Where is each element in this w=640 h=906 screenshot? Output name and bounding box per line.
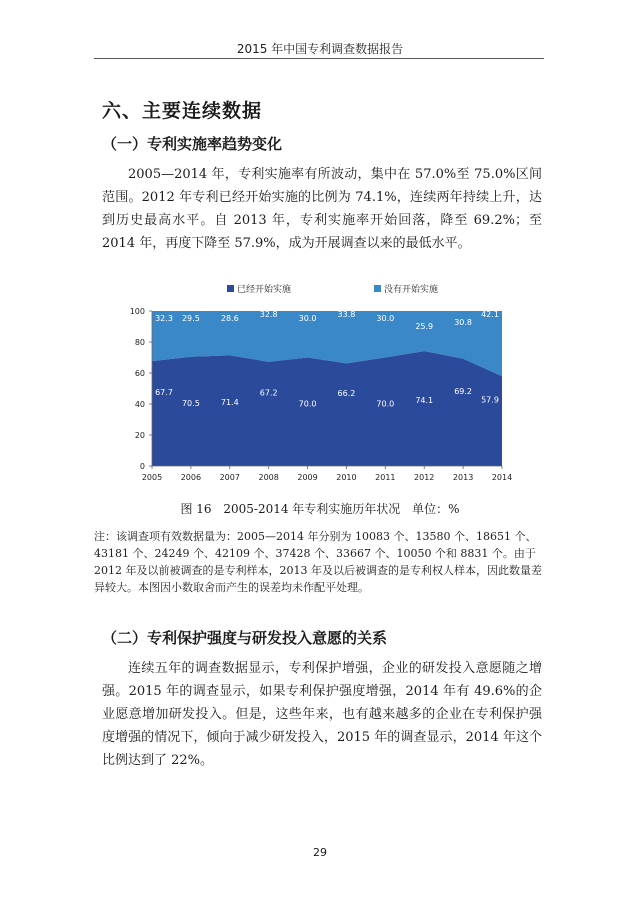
legend-label: 已经开始实施 <box>237 285 292 295</box>
implementation-rate-chart <box>102 278 542 493</box>
legend-swatch <box>227 285 234 292</box>
data-label-not-implemented: 42.1 <box>481 310 499 319</box>
data-label-not-implemented: 25.9 <box>415 322 434 331</box>
figure-unit: 单位：% <box>412 502 460 516</box>
x-tick-label: 2008 <box>258 473 279 482</box>
y-tick-label: 20 <box>134 431 145 440</box>
subsection-title-1: （一）专利实施率趋势变化 <box>102 135 283 153</box>
y-tick-label: 0 <box>139 462 145 471</box>
x-tick-label: 2009 <box>297 473 318 482</box>
paragraph-implementation-rate <box>102 163 542 255</box>
legend-swatch <box>374 285 381 292</box>
data-label-not-implemented: 29.5 <box>181 314 200 323</box>
data-label-implemented: 71.4 <box>220 398 239 408</box>
y-tick-label: 80 <box>134 338 145 347</box>
data-label-not-implemented: 32.8 <box>259 310 278 319</box>
paragraph-text: 连续五年的调查数据显示，专利保护增强，企业的研发投入意愿随之增强。2015 年的调查显示，如果专利保护强度增强，2014 年有 49.6%的企业愿意增加研发投入。但是，这些年来，也有越来越多的企业在专利保护强度增强的情况下，倾向于减少研发投入，2015 年的调查显示，2014 年这个比例达到了 22%。 <box>102 661 542 768</box>
page-header: 2015 年中国专利调查数据报告 <box>236 42 404 56</box>
header-rule <box>94 58 544 59</box>
data-label-not-implemented: 32.3 <box>155 314 173 323</box>
data-label-implemented: 70.0 <box>376 399 395 409</box>
section-title: 六、主要连续数据 <box>102 100 263 122</box>
area-implemented <box>152 351 502 466</box>
data-label-implemented: 67.7 <box>155 388 173 398</box>
page-number: 29 <box>313 846 327 859</box>
x-tick-label: 2007 <box>219 473 240 482</box>
x-tick-label: 2005 <box>141 473 163 482</box>
paragraph-text: 2005—2014 年，专利实施率有所波动，集中在 57.0%至 75.0%区间范围。2012 年专利已经开始实施的比例为 74.1%，连续两年持续上升，达到历史最高水平。自 2013 年，专利实施率开始回落，降至 69.2%；至 2014 年，再度下降至 57.9%，成为开展调查以来的最低水平。 <box>102 167 542 251</box>
data-label-implemented: 70.0 <box>298 399 317 409</box>
figure-number: 图 16 <box>180 502 212 516</box>
data-label-implemented: 66.2 <box>337 389 356 399</box>
x-tick-label: 2013 <box>452 473 474 482</box>
data-label-implemented: 70.5 <box>181 398 200 408</box>
chart-plot-area <box>152 311 502 466</box>
data-label-implemented: 69.2 <box>454 386 473 396</box>
chart-legend <box>227 283 438 295</box>
y-tick-label: 60 <box>134 369 145 378</box>
x-tick-label: 2012 <box>414 473 435 482</box>
data-label-not-implemented: 33.8 <box>337 310 356 319</box>
paragraph-protection-rd <box>102 657 542 772</box>
legend-label: 没有开始实施 <box>384 285 439 295</box>
data-label-implemented: 67.2 <box>259 388 278 398</box>
figure-caption <box>0 500 640 517</box>
x-tick-label: 2010 <box>336 473 357 482</box>
x-tick-label: 2006 <box>180 473 202 482</box>
data-label-implemented: 74.1 <box>415 396 434 406</box>
data-label-not-implemented: 30.8 <box>454 318 473 327</box>
figure-note: 注：该调查项有效数据量为：2005—2014 年分别为 10083 个、13580 个、18651 个、43181 个、24249 个、42109 个、37428 个、33667 个、10050 个和 8831 个。由于 2012 年及以前被调查的是专利样本，2013 年及以后被调查的是专利权人样本，因此数量差异较大。本图因小数取舍而产生的误差均未作配平处理。 <box>94 530 542 594</box>
data-label-not-implemented: 30.0 <box>376 314 395 323</box>
y-tick-label: 100 <box>129 307 145 316</box>
data-label-not-implemented: 30.0 <box>298 314 317 323</box>
x-tick-label: 2011 <box>375 473 396 482</box>
x-tick-label: 2014 <box>491 473 513 482</box>
y-tick-label: 40 <box>134 400 145 409</box>
data-label-implemented: 57.9 <box>481 395 499 405</box>
figure-caption-text: 2005-2014 年专利实施历年状况 <box>223 502 401 516</box>
data-label-not-implemented: 28.6 <box>220 314 239 323</box>
subsection-title-2: （二）专利保护强度与研发投入意愿的关系 <box>102 629 388 647</box>
